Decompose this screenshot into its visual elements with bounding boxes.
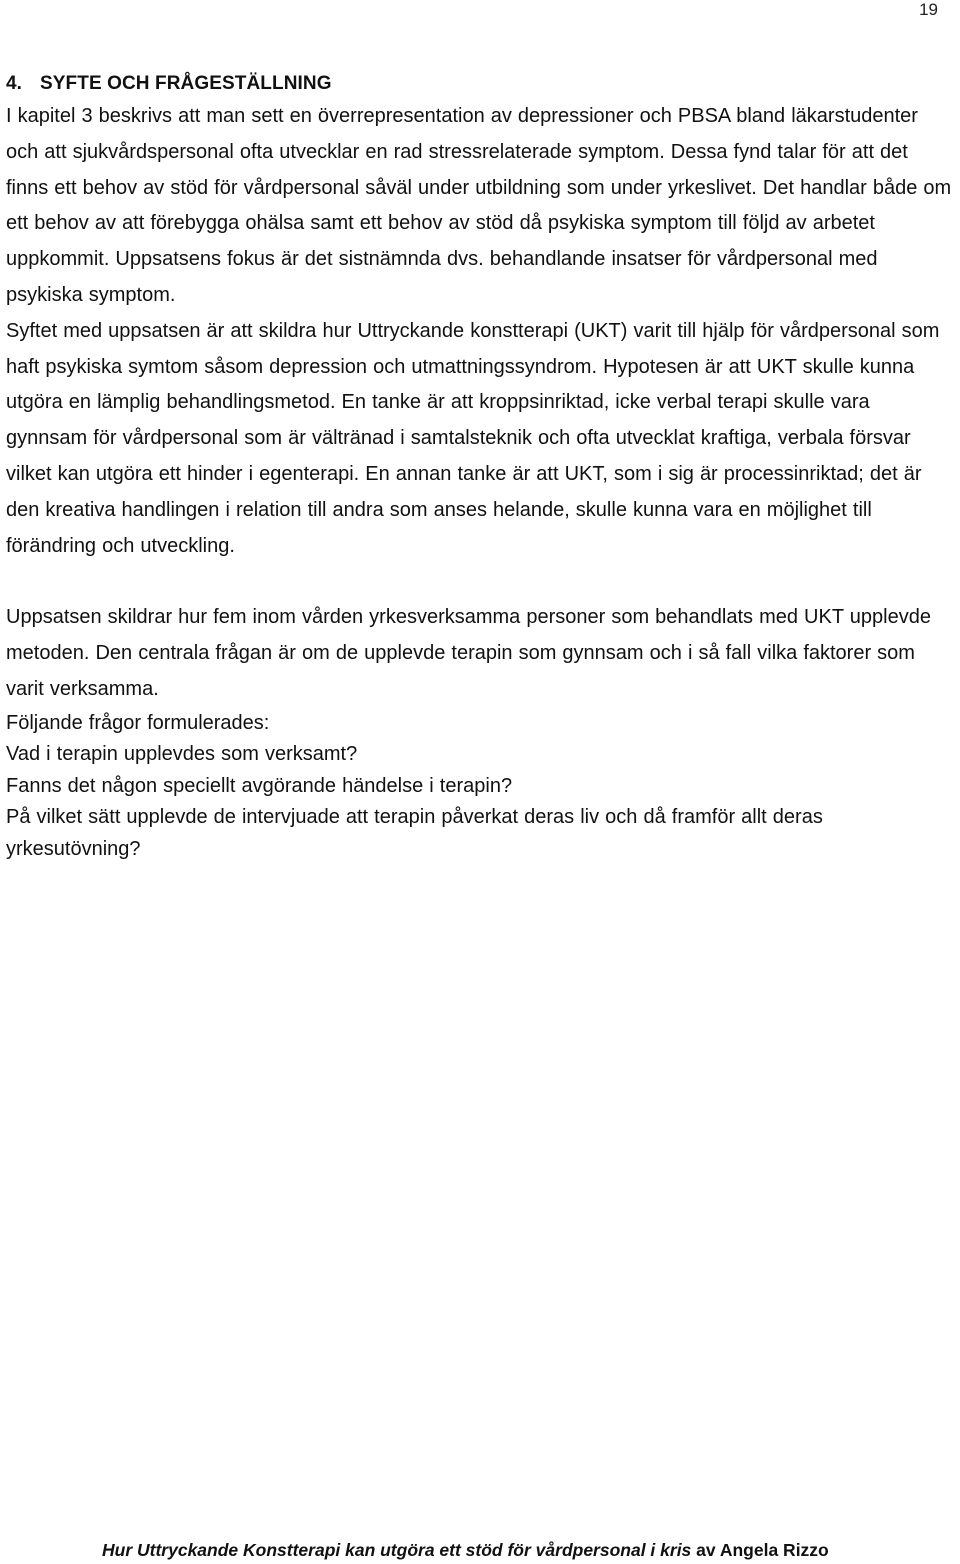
section-heading — [6, 68, 956, 99]
question-item: Fanns det någon speciellt avgörande händelse i terapin? — [6, 774, 513, 797]
section-title: SYFTE OCH FRÅGESTÄLLNING — [40, 73, 332, 94]
question-intro: Följande frågor formulerades: — [6, 711, 270, 734]
page-footer — [102, 1540, 829, 1561]
section-number: 4. — [6, 73, 23, 94]
paragraph-spacer — [6, 564, 956, 600]
paragraph-purpose: Syftet med uppsatsen är att skildra hur Uttryckande konstterapi (UKT) varit till hjälp för vårdpersonal som haft psykiska symtom såsom depression och utmattningssyndrom. Hypotesen är att UKT skulle kunna utgöra en lämplig behandlingsmetod. En tanke är att kroppsinriktad, icke verbal terapi skulle vara gynnsam för vårdpersonal som är vältränad i samtalsteknik och ofta utvecklat kraftiga, verbala försvar vilket kan utgöra ett hinder i egenterapi. En annan tanke är att UKT, som i sig är processinriktad; det är den kreativa handlingen i relation till andra som anses helande, skulle kunna vara en möjlighet till förändring och utveckling. — [6, 319, 940, 557]
question-list — [6, 708, 956, 866]
question-item: På vilket sätt upplevde de intervjuade att terapin påverkat deras liv och då framför allt deras yrkesutövning? — [6, 806, 823, 860]
question-item: Vad i terapin upplevdes som verksamt? — [6, 743, 358, 766]
paragraph-central-question: Uppsatsen skildrar hur fem inom vården yrkesverksamma personer som behandlats med UKT upplevde metoden. Den centrala frågan är om de upplevde terapin som gynnsam och i så fall vilka faktorer som varit verksamma. — [6, 606, 931, 700]
paragraph-background: I kapitel 3 beskrivs att man sett en överrepresentation av depressioner och PBSA bland läkarstudenter och att sjukvårdspersonal ofta utvecklar en rad stressrelaterade symptom. Dessa fynd talar för att det finns ett behov av stöd för vårdpersonal såväl under utbildning som under yrkeslivet. Det handlar både om ett behov av att förebygga ohälsa samt ett behov av stöd då psykiska symptom till följd av arbetet uppkommit. Uppsatsens fokus är det sistnämnda dvs. behandlande insatser för vårdpersonal med psykiska symptom. — [6, 105, 952, 306]
footer-author: av Angela Rizzo — [696, 1540, 829, 1560]
page-number: 19 — [919, 0, 938, 19]
document-body — [6, 68, 956, 865]
footer-title: Hur Uttryckande Konstterapi kan utgöra ett stöd för vårdpersonal i kris — [102, 1540, 692, 1560]
